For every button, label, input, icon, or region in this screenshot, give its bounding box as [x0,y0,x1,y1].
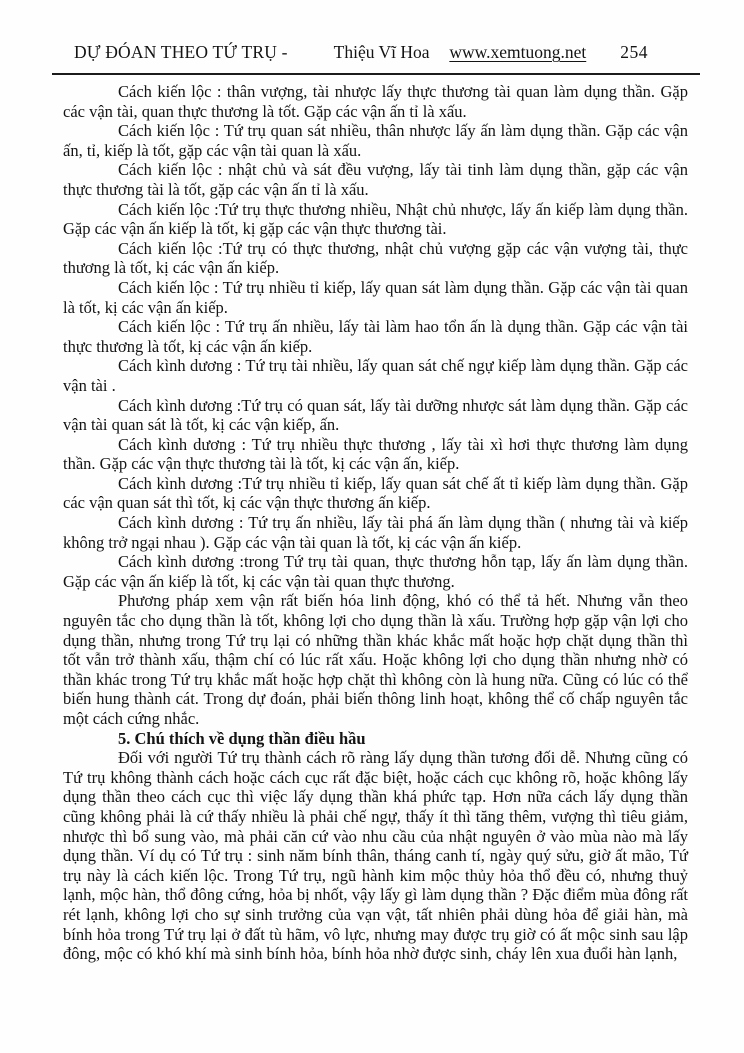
paragraph: Cách kình dương :trong Tứ trụ tài quan, thực thương hỗn tạp, lấy ấn làm dụng thần. Gặp các vận ấn kiếp là tốt, kị các vận tài quan thực thương. [63,552,688,591]
paragraph: Cách kình dương : Tứ trụ nhiều thực thương , lấy tài xì hơi thực thương làm dụng thần. Gặp các vận thực thương tài là tốt, kị các vận ấn, kiếp. [63,434,688,474]
paragraph: Cách kiến lộc : Tứ trụ ấn nhiều, lấy tài làm hao tổn ấn là dụng thần. Gặp các vận tài thực thương là tốt, kị các vận ấn kiếp. [63,317,688,356]
paragraph: Cách kình dương : Tứ trụ ấn nhiều, lấy tài phá ấn làm dụng thần ( nhưng tài và kiếp không trở ngại nhau ). Gặp các vận tài quan là tốt, kị các vận ấn kiếp. [63,513,688,552]
paragraph: Đối với người Tứ trụ thành cách rõ ràng lấy dụng thần tương đối dễ. Nhưng cũng có Tứ trụ không thành cách hoặc cách cục rất đặc biệt, hoặc cách cục không rõ, hoặc không lấy dụng thần theo cách cục thì việc lấy dụng thần khá phức tạp. Hơn nữa cách lấy dụng thần cũng không phải là cứ thấy nhiều là phải chế ngự, thấy ít thì tăng thêm, vượng thì tiêu giảm, nhược thì bổ sung vào, mà phải căn cứ vào nhu cầu của nhật nguyên ở vào mùa nào mà lấy dụng thần. Ví dụ có Tứ trụ : sinh năm bính thân, tháng canh tí, ngày quý sửu, giờ ất mão, Tứ trụ này là cách kiến lộc. Trong Tứ trụ, ngũ hành kim mộc thủy hỏa thổ đều có, nhưng thuỷ lạnh, mộc hàn, thổ đông cứng, hỏa bị nhốt, vậy lấy gì làm dụng thần ? Đặc điểm mùa đông rất rét lạnh, không lợi cho sự sinh trưởng của vạn vật, tất nhiên phải dùng hỏa để giải hàn, mà bính hỏa trong Tứ trụ lại ở đất tù hãm, vô lực, nhưng may được trụ giờ có ất mộc sinh sau lập đông, mộc có khó khí mà sinh bính hỏa, bính hỏa nhờ được sinh, cháy lên xua đuổi hàn lạnh, [63,748,688,964]
paragraph: Cách kình dương :Tứ trụ nhiều tỉ kiếp, lấy quan sát chế ất tỉ kiếp làm dụng thần. Gặp các vận quan sát thì tốt, kị các vận thực thương ấn kiếp. [63,473,688,513]
paragraph: Cách kiến lộc : Tứ trụ nhiều tỉ kiếp, lấy quan sát làm dụng thần. Gặp các vận tài quan là tốt, kị các vận ấn kiếp. [63,277,688,317]
paragraph: Cách kình dương :Tứ trụ có quan sát, lấy tài dưỡng nhược sát làm dụng thần. Gặp các vận tài quan sát là tốt, kị các vận kiếp, ấn. [63,395,688,435]
header-divider [52,73,700,75]
paragraph: Cách kiến lộc :Tứ trụ thực thương nhiều, Nhật chủ nhược, lấy ấn kiếp làm dụng thần. Gặp các vận ấn kiếp là tốt, kị gặp các vận thực thương tài. [63,199,688,239]
author-name: Thiệu Vĩ Hoa [333,42,430,62]
page-header [0,0,744,63]
paragraph: Phương pháp xem vận rất biến hóa linh động, khó có thể tả hết. Nhưng vẫn theo nguyên tắc cho dụng thần là tốt, không lợi cho dụng thần là xấu. Trường hợp gặp vận lợi cho dụng thần, nhưng trong Tứ trụ lại có những thần khác khắc mất hoặc hợp chặt dụng thần thì tốt vẫn trở thành xấu, thậm chí có lúc rất xấu. Hoặc không lợi cho dụng thần nhưng nhờ có thần khác trong Tứ trụ khắc mất hoặc hợp chặt thì không còn là hung nữa. Cũng có lúc có thể biến hung thành cát. Trong dự đoán, phải biến thông linh hoạt, không thể cố chấp nguyên tắc một cách cứng nhắc. [63,591,688,728]
section-heading: 5. Chú thích về dụng thần điều hầu [118,728,366,748]
book-title: DỰ ĐÓAN THEO TỨ TRỤ - [74,42,288,62]
page-body [63,82,688,964]
paragraph: Cách kiến lộc : thân vượng, tài nhược lấy thực thương tài quan làm dụng thần. Gặp các vận tài, quan thực thương là tốt. Gặp các vận ấn tỉ là xấu. [63,82,688,121]
page-number: 254 [620,42,648,62]
paragraph: Cách kiến lộc : Tứ trụ quan sát nhiều, thân nhược lấy ấn làm dụng thần. Gặp các vận ấn, tỉ, kiếp là tốt, gặp các vận tài quan là xấu. [63,121,688,160]
paragraph: Cách kình dương : Tứ trụ tài nhiều, lấy quan sát chế ngự kiếp làm dụng thần. Gặp các vận tài . [63,356,688,395]
paragraph: Cách kiến lộc :Tứ trụ có thực thương, nhật chủ vượng gặp các vận vượng tài, thực thương là tốt, kị các vận ấn kiếp. [63,238,688,278]
website-link[interactable]: www.xemtuong.net [449,42,587,62]
paragraph: Cách kiến lộc : nhật chủ và sát đều vượng, lấy tài tinh làm dụng thần, gặp các vận thực thương tài là tốt, gặp các vận ấn tỉ là xấu. [63,160,688,199]
